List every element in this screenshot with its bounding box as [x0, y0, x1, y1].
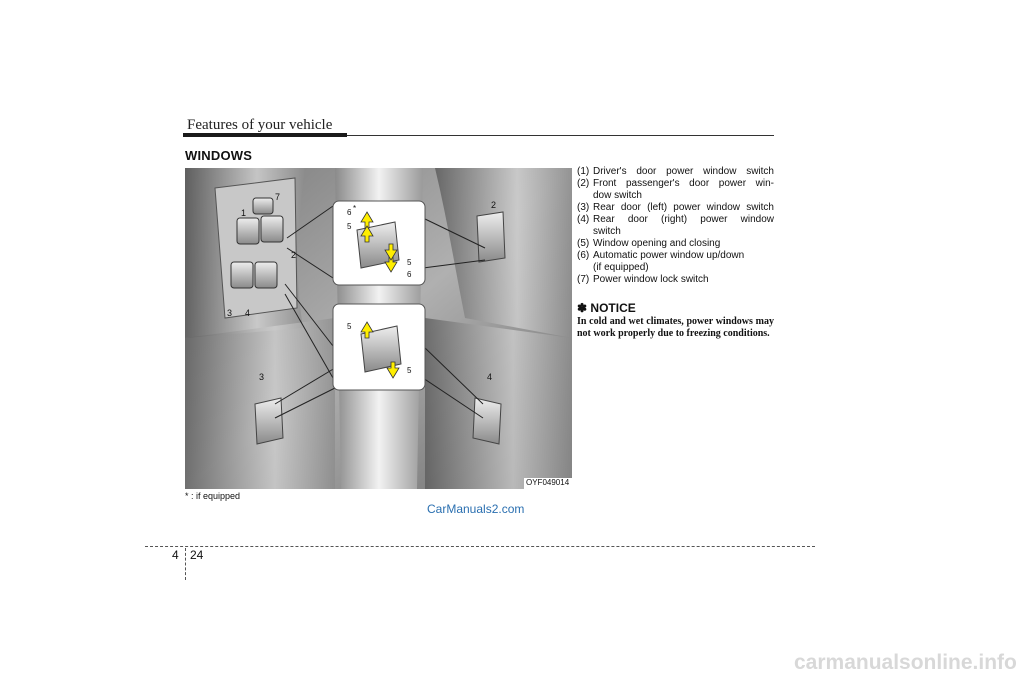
notice-title: NOTICE	[590, 301, 636, 315]
legend-text: Driver's door power window switch	[593, 166, 774, 177]
legend-num: (4)	[577, 214, 590, 225]
callout-2-passenger: 2	[491, 200, 497, 210]
inset-top-label-6: 6	[347, 208, 352, 217]
legend-item	[577, 166, 774, 178]
legend-num: (2)	[577, 178, 590, 189]
legend-num: (7)	[577, 274, 590, 285]
legend-text: Rear door (left) power window switch	[593, 202, 774, 213]
page-number-divider	[185, 548, 186, 580]
legend-item	[577, 238, 774, 250]
callout-4-rear-right: 4	[487, 372, 493, 382]
figure-footnote: * : if equipped	[185, 491, 241, 501]
callout-4: 4	[245, 308, 251, 318]
legend-text-cont: dow switch	[593, 190, 642, 201]
callout-3: 3	[227, 308, 233, 318]
legend-item	[577, 274, 774, 286]
window-switches-figure	[185, 168, 572, 489]
callout-3-rear-left: 3	[259, 372, 265, 382]
legend-num: (5)	[577, 238, 590, 249]
legend-text-cont: switch	[593, 226, 621, 237]
callout-1: 1	[241, 208, 247, 218]
inset-top-star: *	[353, 204, 357, 213]
callout-7: 7	[275, 192, 281, 202]
header-rule	[347, 135, 774, 136]
legend-list	[577, 166, 774, 286]
page-chapter: 4	[172, 548, 179, 562]
legend-item	[577, 250, 774, 262]
legend-num: (6)	[577, 250, 590, 261]
legend-text: Window opening and closing	[593, 238, 721, 249]
callout-2: 2	[291, 250, 297, 260]
section-title: WINDOWS	[185, 148, 253, 163]
legend-item	[577, 202, 774, 214]
inset-top-label-5: 5	[347, 222, 352, 231]
legend-num: (1)	[577, 166, 590, 177]
header-bar	[183, 133, 347, 137]
legend-item	[577, 178, 774, 190]
watermark-link[interactable]: CarManuals2.com	[427, 502, 525, 516]
inset-bottom-label-5-up: 5	[347, 322, 352, 331]
footer-watermark: carmanualsonline.info	[794, 651, 1017, 674]
legend-item	[577, 214, 774, 226]
legend-text: Power window lock switch	[593, 274, 709, 285]
page-number: 24	[190, 548, 204, 562]
running-header: Features of your vehicle	[187, 117, 333, 133]
legend-text: Rear door (right) power window	[593, 214, 774, 225]
legend-text: Automatic power window up/down	[593, 250, 745, 261]
figure-code: OYF049014	[526, 478, 570, 487]
notice-icon: ✽	[577, 301, 588, 315]
inset-bottom-label-5-down: 5	[407, 366, 412, 375]
notice-body: In cold and wet climates, power windows may not work properly due to freezing conditions.	[577, 316, 774, 339]
legend-text-cont: (if equipped)	[593, 262, 649, 273]
inset-top-label-6-down: 6	[407, 270, 412, 279]
legend-num: (3)	[577, 202, 590, 213]
legend-text: Front passenger's door power win-	[593, 178, 774, 189]
inset-top-label-5-down: 5	[407, 258, 412, 267]
footer-rule	[145, 546, 815, 547]
notice-heading	[577, 301, 636, 315]
